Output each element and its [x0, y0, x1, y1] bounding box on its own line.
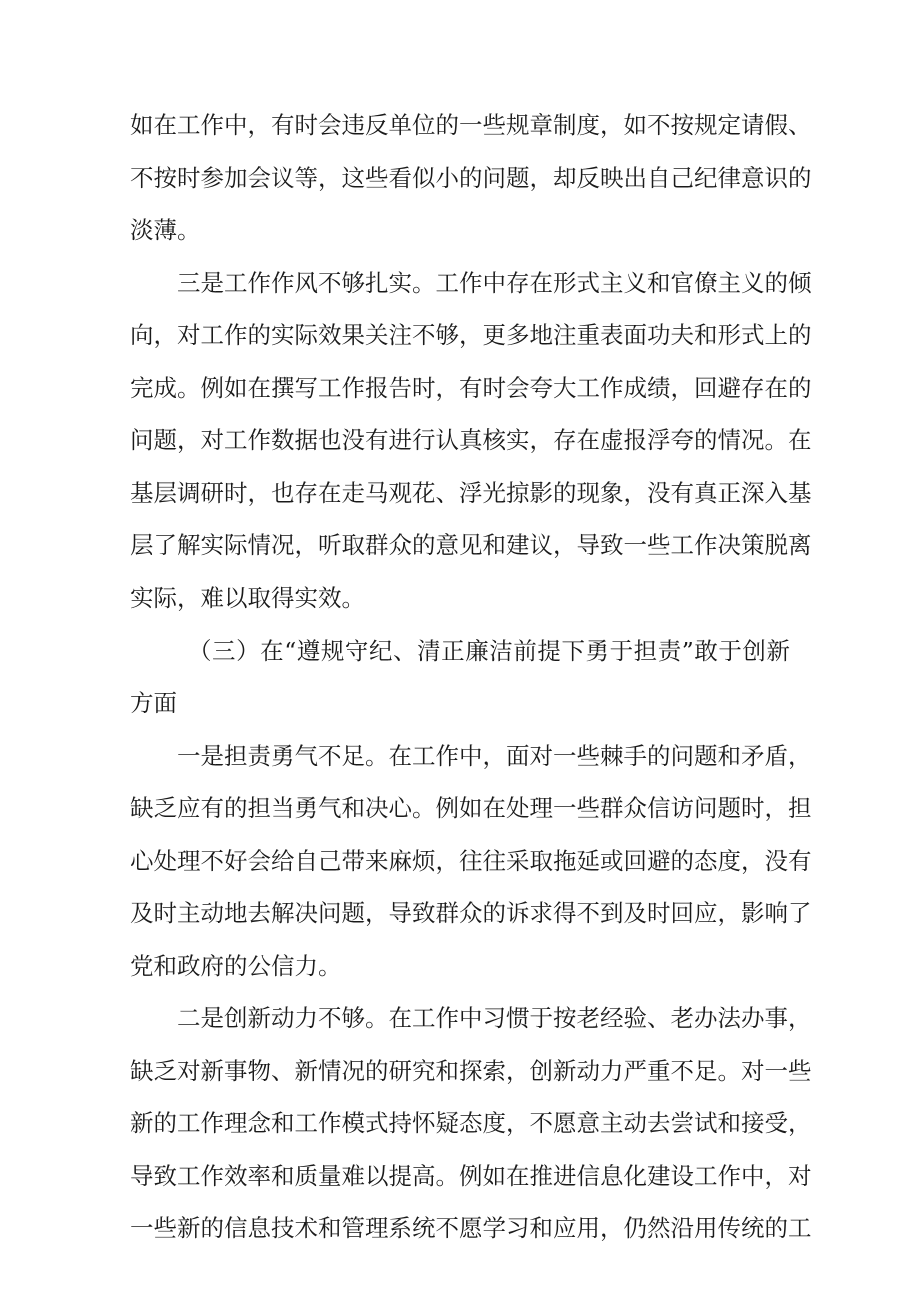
text-line: 一是担责勇气不足。在工作中，面对一些棘手的问题和矛盾， — [177, 742, 812, 770]
text-line: 向，对工作的实际效果关注不够，更多地注重表面功夫和形式上的 — [130, 321, 812, 349]
text-line: 如在工作中，有时会违反单位的一些规章制度，如不按规定请假、 — [130, 111, 812, 139]
text-line: 不按时参加会议等，这些看似小的问题，却反映出自己纪律意识的 — [130, 164, 812, 192]
text-line: 党和政府的公信力。 — [130, 952, 342, 980]
text-line: 层了解实际情况，听取群众的意见和建议，导致一些工作决策脱离 — [130, 531, 812, 559]
section-heading-continued: 方面 — [130, 689, 177, 717]
text-line: 一些新的信息技术和管理系统不愿学习和应用，仍然沿用传统的工 — [130, 1214, 812, 1242]
text-line: 缺乏对新事物、新情况的研究和探索，创新动力严重不足。对一些 — [130, 1057, 812, 1085]
text-line: 导致工作效率和质量难以提高。例如在推进信息化建设工作中，对 — [130, 1162, 812, 1190]
text-line: 三是工作作风不够扎实。工作中存在形式主义和官僚主义的倾 — [177, 269, 812, 297]
text-line: 心处理不好会给自己带来麻烦，往往采取拖延或回避的态度，没有 — [130, 847, 812, 875]
section-heading: （三）在“遵规守纪、清正廉洁前提下勇于担责”敢于创新 — [188, 637, 790, 665]
text-line: 二是创新动力不够。在工作中习惯于按老经验、老办法办事， — [177, 1004, 812, 1032]
text-line: 完成。例如在撰写工作报告时，有时会夸大工作成绩，回避存在的 — [130, 374, 812, 402]
text-line: 缺乏应有的担当勇气和决心。例如在处理一些群众信访问题时，担 — [130, 794, 812, 822]
text-line: 新的工作理念和工作模式持怀疑态度，不愿意主动去尝试和接受， — [130, 1109, 812, 1137]
text-line: 实际，难以取得实效。 — [130, 584, 365, 612]
text-line: 及时主动地去解决问题，导致群众的诉求得不到及时回应，影响了 — [130, 899, 812, 927]
text-line: 淡薄。 — [130, 216, 201, 244]
text-line: 基层调研时，也存在走马观花、浮光掠影的现象，没有真正深入基 — [130, 479, 812, 507]
text-line: 问题，对工作数据也没有进行认真核实，存在虚报浮夸的情况。在 — [130, 426, 812, 454]
